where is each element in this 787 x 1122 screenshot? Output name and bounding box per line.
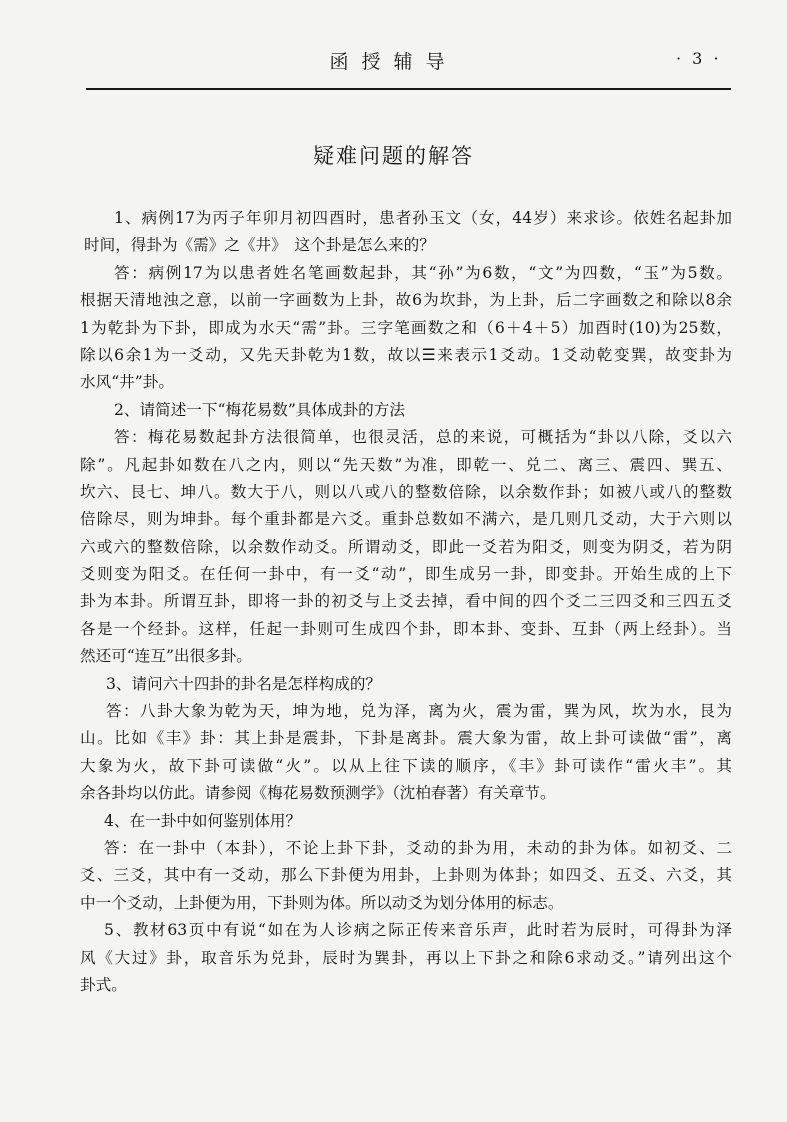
text-line: 5、教材63页中有说“如在为人诊病之际正传来音乐声，此时若为辰时，可得卦为泽 (104, 921, 732, 940)
running-header: 函授辅导 (329, 51, 458, 73)
text-line: 答：八卦大象为乾为天，坤为地，兑为泽，离为火，震为雷，巽为风，坎为水，艮为 (106, 702, 732, 721)
text-line: 六或六的整数倍除，以余数作动爻。所谓动爻，即此一爻若为阳爻，则变为阴爻，若为阴 (80, 537, 732, 556)
text-line: 倍除尽，则为坤卦。每个重卦都是六爻。重卦总数如不满六，是几则几爻动，大于六则以 (80, 510, 732, 529)
header-rule (86, 88, 731, 90)
text-line: 卦为本卦。所谓互卦，即将一卦的初爻与上爻去掉，看中间的四个爻二三四爻和三四五爻 (80, 592, 732, 611)
text-line: 卦式。 (80, 975, 127, 994)
document-title: 疑难问题的解答 (313, 144, 474, 168)
text-line: 2、请简述一下“梅花易数”具体成卦的方法 (114, 400, 405, 419)
text-line: 水风“井”卦。 (80, 373, 174, 392)
page-number: · 3 · (676, 49, 722, 68)
text-line: 4、在一卦中如何鉴别体用？ (104, 811, 302, 830)
text-line: 3、请问六十四卦的卦名是怎样构成的？ (106, 674, 382, 693)
text-line: 1为乾卦为下卦，即成为水天“需”卦。三字笔画数之和（6＋4＋5）加酉时(10)为25数， (80, 318, 732, 337)
text-line: 山。比如《丰》卦：其上卦是震卦，下卦是离卦。震大象为雷，故上卦可读做“雷”，离 (80, 729, 732, 748)
text-line: 根据天清地浊之意，以前一字画数为上卦，故6为坎卦，为上卦，后二字画数之和除以8余 (80, 291, 732, 310)
text-line: 风《大过》卦，取音乐为兑卦，辰时为巽卦，再以上下卦之和除6求动爻。”请列出这个 (80, 948, 732, 967)
text-line: 中一个爻动，上卦便为用，下卦则为体。所以动爻为划分体用的标志。 (80, 893, 564, 912)
document-body (80, 205, 732, 999)
text-line: 爻、三爻，其中有一爻动，那么下卦便为用卦，上卦则为体卦；如四爻、五爻、六爻，其 (80, 866, 732, 885)
text-line: 然还可“连互”出很多卦。 (80, 647, 252, 666)
text-line: 除”。凡起卦如数在八之内，则以“先天数”为准，即乾一、兑二、离三、震四、巽五、 (80, 455, 732, 474)
text-line: 1、病例17为丙子年卯月初四酉时，患者孙玉文（女，44岁）来求诊。依姓名起卦加 (114, 209, 732, 227)
text-line: 除以6余1为一爻动，又先天卦乾为1数，故以☰来表示1爻动。1爻动乾变巽，故变卦为 (80, 345, 732, 364)
text-line: 答：梅花易数起卦方法很简单，也很灵活，总的来说，可概括为“卦以八除，爻以六 (114, 428, 732, 447)
text-line: 余各卦均以仿此。请参阅《梅花易数预测学》（沈柏春著）有关章节。 (80, 784, 556, 803)
text-line: 大象为火，故下卦可读做“火”。以从上往下读的顺序，《丰》卦可读作“雷火丰”。其 (80, 756, 732, 775)
text-line: 时间，得卦为《需》之《井》 这个卦是怎么来的？ (84, 236, 435, 255)
text-line: 答：在一卦中（本卦），不论上卦下卦，爻动的卦为用，未动的卦为体。如初爻、二 (104, 838, 732, 857)
text-line: 答：病例17为以患者姓名笔画数起卦，其“孙”为6数，“文”为四数，“玉”为5数。 (114, 263, 732, 282)
text-line: 坎六、艮七、坤八。数大于八，则以八或八的整数倍除，以余数作卦；如被八或八的整数 (80, 482, 732, 501)
text-line: 各是一个经卦。这样，任起一卦则可生成四个卦，即本卦、变卦、互卦（两上经卦）。当 (80, 619, 732, 638)
text-line: 爻则变为阳爻。在任何一卦中，有一爻“动”，即生成另一卦，即变卦。开始生成的上下 (80, 565, 732, 584)
